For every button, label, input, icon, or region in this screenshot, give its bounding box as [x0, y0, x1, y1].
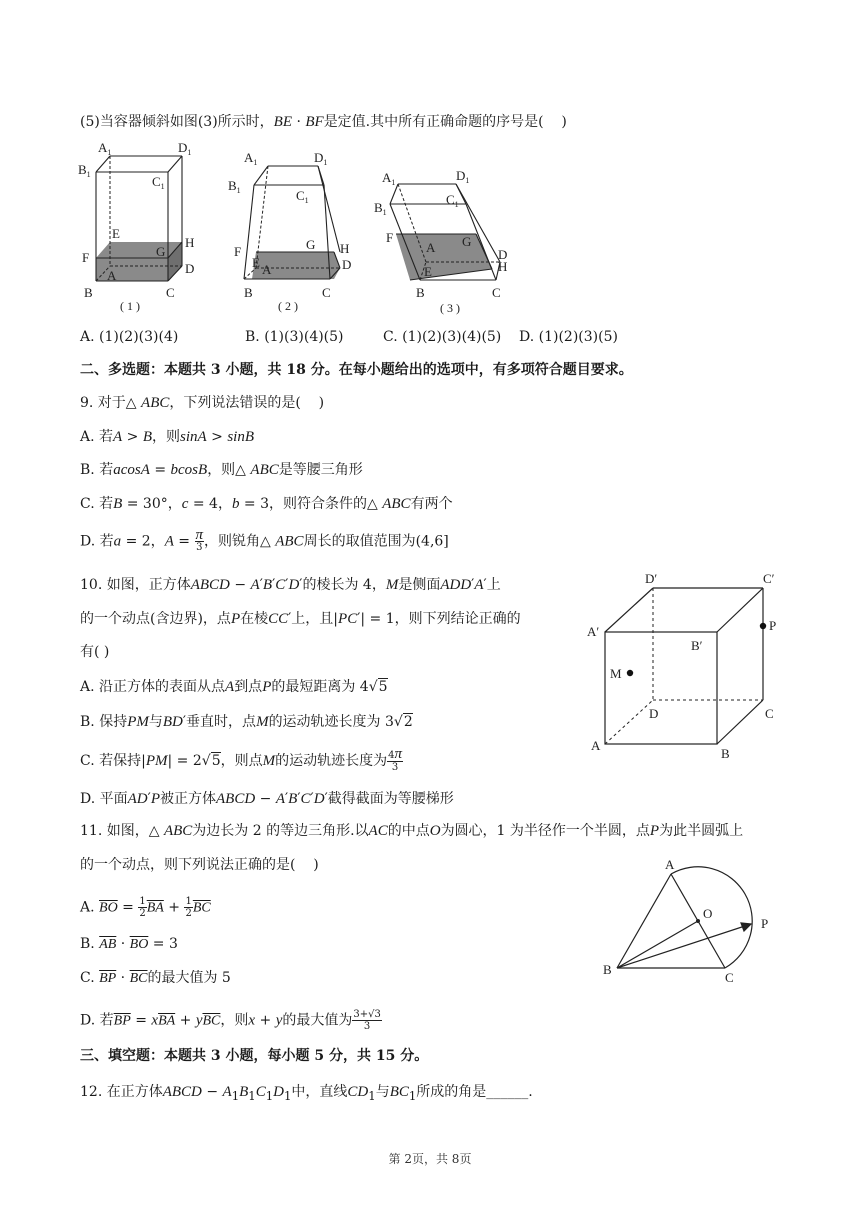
- svg-text:C1: $C_1$: [446, 192, 459, 209]
- svg-text:C: C: [322, 285, 331, 300]
- svg-text:D1: $D_1$: [178, 140, 192, 157]
- container-figure-2: [230, 140, 360, 315]
- svg-text:C: C: [765, 706, 774, 721]
- q9-option-b: B. 若acosA = bcosB，则△ ABC是等腰三角形: [80, 462, 363, 478]
- svg-text:E: E: [424, 264, 432, 279]
- svg-text:H: H: [498, 259, 508, 274]
- q9-option-a: A. 若A > B，则sinA > sinB: [80, 429, 254, 445]
- svg-text:D1: $D_1$: [314, 150, 328, 167]
- q11-stem-line2: 的一个动点，则下列说法正确的是( ): [80, 857, 319, 873]
- q11-option-d: D. 若$\overline{BP} = x\overline{BA} + y\overline{BC}$，则x + y的最大值为 $\frac{3+√3}{3}$: [80, 1009, 381, 1032]
- svg-text:F: F: [82, 250, 90, 265]
- svg-text:D′: D′: [645, 571, 658, 586]
- section3-heading: 三、填空题：本题共 3 小题，每小题 5 分，共 15 分。: [80, 1048, 429, 1064]
- q10-stem-line2: 的一个动点(含边界)，点P在棱CC′上，且|PC′| = 1，则下列结论正确的: [80, 611, 521, 627]
- svg-text:A1: $A_1$: [244, 150, 258, 167]
- container-figure-3: [370, 162, 520, 315]
- svg-text:C1: $C_1$: [296, 188, 309, 205]
- svg-text:( 2 ): ( 2 ): [278, 299, 298, 313]
- svg-text:B1: $B_1$: [228, 178, 241, 195]
- q10-option-d: D. 平面AD′P被正方体ABCD − A′B′C′D′截得截面为等腰梯形: [80, 791, 454, 807]
- q11-option-c: C. $\overline{BP} \cdot \overline{BC}$的最大值为 5: [80, 970, 231, 986]
- container-figure-1: [78, 140, 198, 315]
- svg-text:D: D: [498, 247, 508, 262]
- q8-option-a: A. (1)(2)(3)(4): [80, 329, 179, 345]
- svg-text:( 1 ): ( 1 ): [120, 299, 140, 313]
- q10-stem-line3: 有( ): [80, 644, 110, 660]
- svg-text:B: B: [416, 285, 425, 300]
- svg-text:E: E: [112, 226, 120, 241]
- svg-text:C′: C′: [763, 571, 775, 586]
- q9-option-d: D. 若a = 2，A = $\frac{\pi}{3}$ ，则锐角△ ABC周长的取值范围为(4,6]: [80, 527, 449, 553]
- section2-heading: 二、多选题：本题共 3 小题，共 18 分。在每小题给出的选项中，有多项符合题目要求。: [80, 362, 633, 378]
- page-footer: 第 2页，共 8页: [388, 1152, 472, 1166]
- svg-text:A: A: [591, 738, 601, 753]
- svg-text:P: P: [769, 618, 777, 633]
- q9-stem: 9. 对于△ ABC，下列说法错误的是( ): [80, 395, 325, 411]
- svg-text:( 3 ): ( 3 ): [440, 301, 460, 315]
- svg-text:B: B: [244, 285, 253, 300]
- svg-text:G: G: [306, 237, 316, 252]
- cube-figure: [583, 570, 793, 765]
- q8-options: [80, 327, 618, 347]
- svg-text:A: A: [262, 262, 272, 277]
- svg-text:H: H: [185, 235, 195, 250]
- svg-text:A′: A′: [587, 624, 600, 639]
- svg-text:C: C: [725, 970, 734, 985]
- svg-text:B: B: [721, 746, 730, 761]
- svg-text:C: C: [492, 285, 501, 300]
- svg-text:D: D: [649, 706, 659, 721]
- svg-text:O: O: [703, 906, 713, 921]
- svg-text:D: D: [185, 261, 195, 276]
- q10-stem-line1: 10. 如图，正方体ABCD − A′B′C′D′的棱长为 4，M是侧面ADD′A′上: [80, 577, 501, 593]
- q9-option-c: C. 若B = 30°，c = 4，b = 3，则符合条件的△ ABC有两个: [80, 496, 453, 512]
- svg-text:A: A: [107, 268, 117, 283]
- svg-text:B1: $B_1$: [374, 200, 387, 217]
- svg-text:F: F: [234, 244, 242, 259]
- svg-text:A1: $A_1$: [98, 140, 112, 157]
- svg-text:E: E: [252, 255, 260, 270]
- svg-text:G: G: [156, 244, 166, 259]
- svg-text:C1: $C_1$: [152, 174, 165, 191]
- svg-text:D: D: [342, 257, 352, 272]
- svg-text:D1: $D_1$: [456, 168, 470, 185]
- svg-text:B1: $B_1$: [78, 162, 91, 179]
- svg-text:P: P: [761, 916, 769, 931]
- svg-text:B′: B′: [691, 638, 703, 653]
- q10-option-c: C. 若保持|PM| = 2√5，则点M的运动轨迹长度为 $\frac{4\pi}{3}$: [80, 746, 403, 773]
- svg-text:H: H: [340, 241, 350, 256]
- svg-text:B: B: [84, 285, 93, 300]
- q12-stem: 12. 在正方体ABCD − $A_1B_1C_1D_1$中，直线$CD_1$与$BC_1$所成的角是______.: [80, 1084, 533, 1103]
- svg-text:A: A: [426, 240, 436, 255]
- q8-option-c: C. (1)(2)(3)(4)(5): [383, 329, 502, 345]
- q10-option-a: A. 沿正方体的表面从点A到点P的最短距离为 4√5: [80, 679, 388, 695]
- q11-stem-line1: 11. 如图，△ ABC为边长为 2 的等边三角形.以AC的中点O为圆心，1 为半径作一个半圆，点P为此半圆弧上: [80, 823, 744, 839]
- q8-item5: (5)当容器倾斜如图(3)所示时，BE · BF是定值.其中所有正确命题的序号是( ): [80, 114, 567, 130]
- svg-text:G: G: [462, 234, 472, 249]
- svg-text:A1: $A_1$: [382, 170, 396, 187]
- svg-text:B: B: [603, 962, 612, 977]
- svg-text:A: A: [665, 857, 675, 872]
- triangle-semicircle-figure: [595, 850, 785, 990]
- svg-text:M: M: [610, 666, 622, 681]
- q8-option-d: D. (1)(2)(3)(5): [519, 329, 618, 345]
- svg-text:F: F: [386, 230, 394, 245]
- q8-option-b: B. (1)(3)(4)(5): [245, 329, 344, 345]
- q10-option-b: B. 保持PM与BD′垂直时，点M的运动轨迹长度为 3√2: [80, 714, 413, 730]
- svg-text:C: C: [166, 285, 175, 300]
- q11-option-b: B. $\overline{AB} \cdot \overline{BO} = 3$: [80, 936, 178, 952]
- q11-option-a: A. $\overline{BO}$ = $\frac{1}{2}$ $\overline{BA}$ + $\frac{1}{2}$ $\overline{BC}$: [80, 896, 211, 919]
